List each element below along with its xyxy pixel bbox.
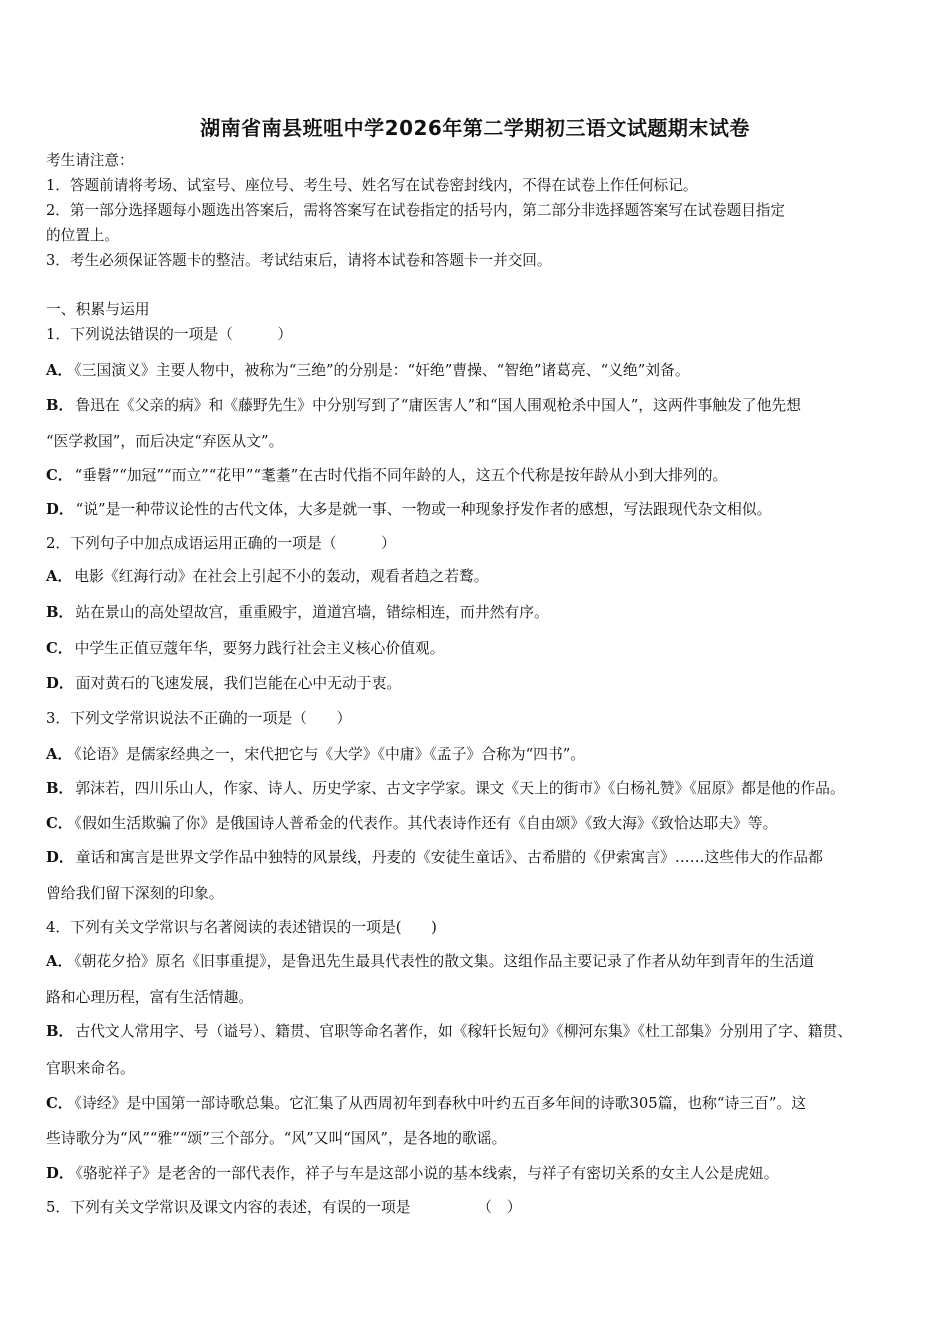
notice-heading: 考生请注意： xyxy=(46,152,134,169)
question-stem-4: 4．下列有关文学常识与名著阅读的表述错误的一项是( ) xyxy=(46,919,437,936)
option-label: D． xyxy=(46,1165,74,1182)
q3-option-d-cont: 曾给我们留下深刻的印象。 xyxy=(46,885,224,902)
notice-item: 的位置上。 xyxy=(46,227,119,244)
option-text: “说”是一种带议论性的古代文体，大多是就一事、一物或一种现象抒发作者的感想，写法跟现代杂文相似。 xyxy=(75,501,772,518)
q2-option-a xyxy=(46,567,908,587)
q4-option-c xyxy=(46,1094,908,1114)
q1-option-c xyxy=(46,466,908,486)
q4-option-d xyxy=(46,1164,908,1184)
section-heading: 一、积累与运用 xyxy=(46,301,150,318)
option-text: 《诗经》是中国第一部诗歌总集。它汇集了从西周初年到春秋中叶约五百多年间的诗歌305篇，也称“诗三百”。这 xyxy=(74,1095,807,1112)
q1-option-b-cont: “医学救国”，而后决定“弃医从文”。 xyxy=(46,433,284,450)
question-stem-1: 1．下列说法错误的一项是（ ） xyxy=(46,326,293,343)
q2-option-c xyxy=(46,639,908,659)
option-text: 郭沫若，四川乐山人，作家、诗人、历史学家、古文字学家。课文《天上的街市》《白杨礼赞》《屈原》都是他的作品。 xyxy=(75,780,845,797)
q4-option-b-cont: 官职来命名。 xyxy=(46,1060,135,1077)
q4-option-c-cont: 些诗歌分为“风”“雅”“颂”三个部分。“风”又叫“国风”，是各地的歌谣。 xyxy=(46,1130,507,1147)
question-stem-3: 3．下列文学常识说法不正确的一项是（ ） xyxy=(46,710,352,727)
question-stem-2: 2．下列句子中加点成语运用正确的一项是（ ） xyxy=(46,535,396,552)
option-label: C． xyxy=(46,640,73,657)
q3-option-b xyxy=(46,779,908,799)
notice-item: 2．第一部分选择题每小题选出答案后，需将答案写在试卷指定的括号内，第二部分非选择题答案写在试卷题目指定 xyxy=(46,202,785,219)
option-text: 站在景山的高处望故宫，重重殿宇，道道宫墙，错综相连，而井然有序。 xyxy=(75,604,549,621)
option-label: B． xyxy=(46,397,74,414)
option-label: D． xyxy=(46,501,74,518)
q2-option-d xyxy=(46,674,908,694)
option-text: 中学生正值豆蔻年华，要努力践行社会主义核心价值观。 xyxy=(74,640,445,657)
q3-option-c xyxy=(46,814,908,834)
notice-item: 3．考生必须保证答题卡的整洁。考试结束后，请将本试卷和答题卡一并交回。 xyxy=(46,252,552,269)
option-label: A． xyxy=(46,362,73,379)
option-text: 《三国演义》主要人物中，被称为“三绝”的分别是：“奸绝”曹操、“智绝”诸葛亮、“义绝”刘备。 xyxy=(74,362,690,379)
option-text: 古代文人常用字、号（谥号）、籍贯、官职等命名著作，如《稼轩长短句》《柳河东集》《杜工部集》分别用了字、籍贯、 xyxy=(75,1023,853,1040)
q2-option-b xyxy=(46,603,908,623)
option-label: C． xyxy=(46,815,73,832)
q4-option-a xyxy=(46,952,908,972)
question-stem-5: 5．下列有关文学常识及课文内容的表述，有误的一项是 （ ） xyxy=(46,1199,522,1216)
option-label: C． xyxy=(46,1095,73,1112)
notice-item: 1．答题前请将考场、试室号、座位号、考生号、姓名写在试卷密封线内，不得在试卷上作任何标记。 xyxy=(46,177,698,194)
option-label: A． xyxy=(46,568,73,585)
q3-option-d xyxy=(46,848,908,868)
option-text: 面对黄石的飞速发展，我们岂能在心中无动于衷。 xyxy=(75,675,402,692)
q1-option-d xyxy=(46,500,908,520)
option-label: B． xyxy=(46,1023,74,1040)
q4-option-b xyxy=(46,1022,908,1042)
option-text: 童话和寓言是世界文学作品中独特的风景线，丹麦的《安徒生童话》、古希腊的《伊索寓言》……这些伟大的作品都 xyxy=(75,849,823,866)
option-text: 《骆驼祥子》是老舍的一部代表作，祥子与车是这部小说的基本线索，与祥子有密切关系的女主人公是虎妞。 xyxy=(75,1165,779,1182)
option-label: B． xyxy=(46,780,74,797)
option-text: 《假如生活欺骗了你》是俄国诗人普希金的代表作。其代表诗作还有《自由颂》《致大海》《致恰达耶夫》等。 xyxy=(74,815,778,832)
q3-option-a xyxy=(46,745,908,765)
option-text: 《朝花夕拾》原名《旧事重提》，是鲁迅先生最具代表性的散文集。这组作品主要记录了作者从幼年到青年的生活道 xyxy=(74,953,815,970)
option-label: A． xyxy=(46,746,73,763)
option-text: 《论语》是儒家经典之一，宋代把它与《大学》《中庸》《孟子》合称为“四书”。 xyxy=(74,746,586,763)
option-text: 电影《红海行动》在社会上引起不小的轰动，观看者趋之若鹜。 xyxy=(74,568,489,585)
page-title: 湖南省南县班咀中学2026年第二学期初三语文试题期末试卷 xyxy=(200,116,750,140)
option-label: D． xyxy=(46,675,74,692)
q1-option-b xyxy=(46,396,908,416)
option-label: A． xyxy=(46,953,73,970)
option-label: C． xyxy=(46,467,73,484)
option-label: B． xyxy=(46,604,74,621)
option-text: 鲁迅在《父亲的病》和《藤野先生》中分别写到了“庸医害人”和“国人围观枪杀中国人”，这两件事触发了他先想 xyxy=(75,397,802,414)
option-text: “垂髫”“加冠”“而立”“花甲”“耄耋”在古时代指不同年龄的人，这五个代称是按年龄从小到大排列的。 xyxy=(74,467,728,484)
q4-option-a-cont: 路和心理历程，富有生活情趣。 xyxy=(46,989,254,1006)
q1-option-a xyxy=(46,361,908,381)
option-label: D． xyxy=(46,849,74,866)
